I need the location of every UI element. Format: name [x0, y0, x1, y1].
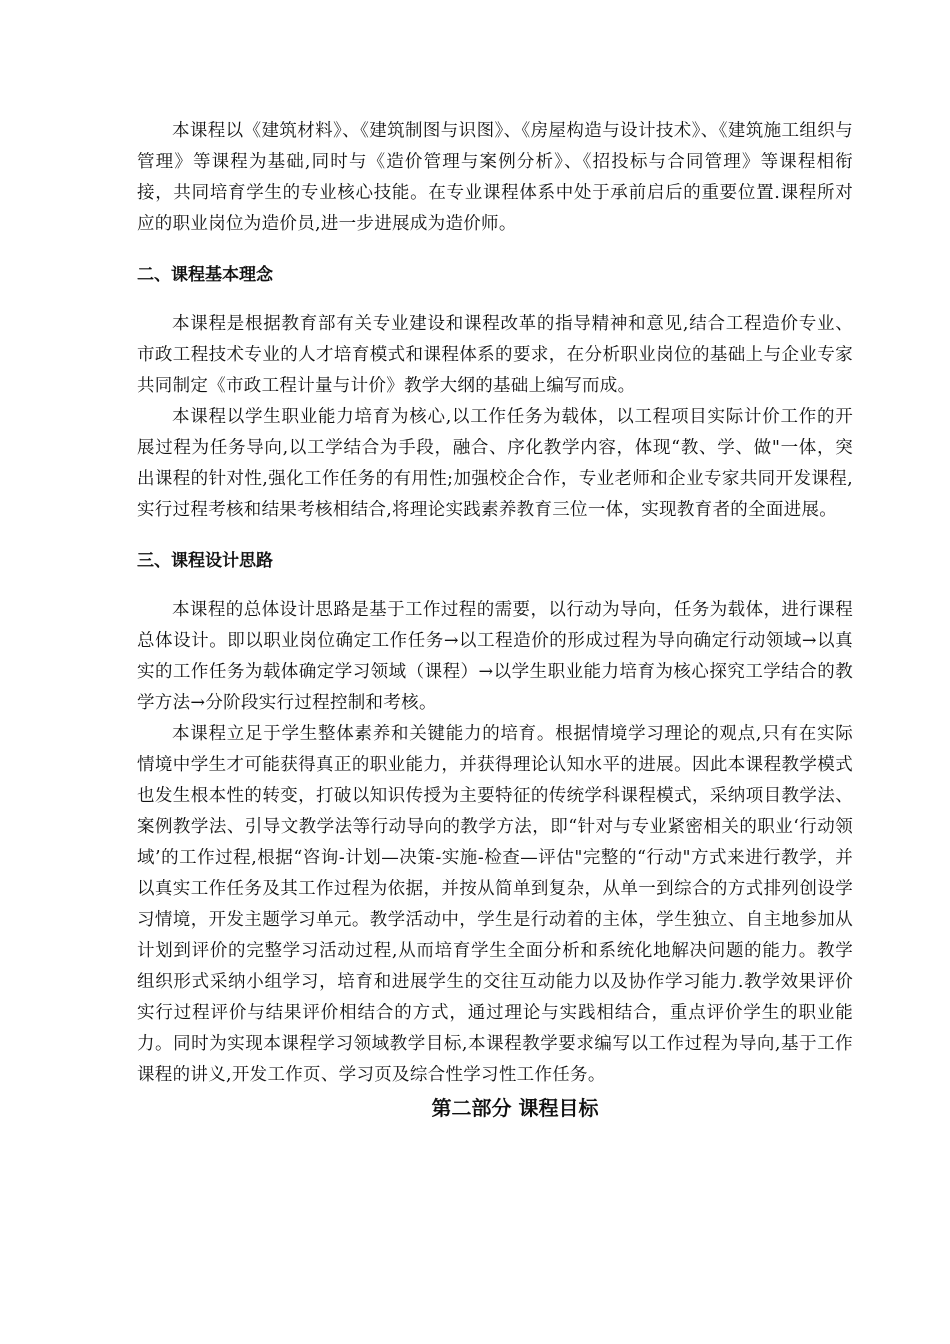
paragraph-design-overall: 本课程的总体设计思路是基于工作过程的需要，以行动为导向，任务为载体，进行课程总体设计。即以职业岗位确定工作任务→以工程造价的形成过程为导向确定行动领域→以真实的工作任务为载体确定学习领域（课程）→以学生职业能力培育为核心探究工学结合的教学方法→分阶段实行过程控制和考核。 [137, 600, 853, 713]
document-page [137, 116, 853, 1125]
paragraph-design-teaching: 本课程立足于学生整体素养和关键能力的培育。根据情境学习理论的观点,只有在实际情境中学生才可能获得真正的职业能力，并获得理论认知水平的进展。因此本课程教学模式也发生根本性的转变，打破以知识传授为主要特征的传统学科课程模式，采纳项目教学法、案例教学法、引导文教学法等行动导向的教学方法，即“针对与专业紧密相关的职业‘行动领域’的工作过程,根据“咨询-计划—决策-实施-检查—评估"完整的“行动"方式来进行教学，并以真实工作任务及其工作过程为依据，并按从简单到复杂，从单一到综合的方式排列创设学习情境，开发主题学习单元。教学活动中，学生是行动着的主体，学生独立、自主地参加从计划到评价的完整学习活动过程,从而培育学生全面分析和系统化地解决问题的能力。教学组织形式采纳小组学习，培育和进展学生的交往互动能力以及协作学习能力.教学效果评价实行过程评价与结果评价相结合的方式，通过理论与实践相结合，重点评价学生的职业能力。同时为实现本课程学习领域教学目标,本课程教学要求编写以工作过程为导向,基于工作课程的讲义,开发工作页、学习页及综合性学习性工作任务。 [137, 724, 853, 1085]
paragraph-philosophy-core: 本课程以学生职业能力培育为核心,以工作任务为载体，以工程项目实际计价工作的开展过程为任务导向,以工学结合为手段，融合、序化教学内容，体现“教、学、做"一体，突出课程的针对性,强化工作任务的有用性;加强校企合作，专业老师和企业专家共同开发课程,实行过程考核和结果考核相结合,将理论实践素养教育三位一体，实现教育者的全面进展。 [137, 407, 853, 520]
section-heading-basic-philosophy: 二、课程基本理念 [137, 265, 273, 285]
paragraph-course-foundation: 本课程以《建筑材料》、《建筑制图与识图》、《房屋构造与设计技术》、《建筑施工组织与管理》等课程为基础,同时与《造价管理与案例分析》、《招投标与合同管理》等课程相衔接，共同培育学生的专业核心技能。在专业课程体系中处于承前启后的重要位置.课程所对应的职业岗位为造价员,进一步进展成为造价师。 [137, 121, 853, 234]
part-title: 第二部分 课程目标 [431, 1096, 599, 1120]
paragraph-philosophy-basis: 本课程是根据教育部有关专业建设和课程改革的指导精神和意见,结合工程造价专业、市政工程技术专业的人才培育模式和课程体系的要求，在分析职业岗位的基础上与企业专家共同制定《市政工程计量与计价》教学大纲的基础上编写而成。 [137, 314, 853, 396]
section-heading-design-thinking: 三、课程设计思路 [137, 551, 273, 571]
